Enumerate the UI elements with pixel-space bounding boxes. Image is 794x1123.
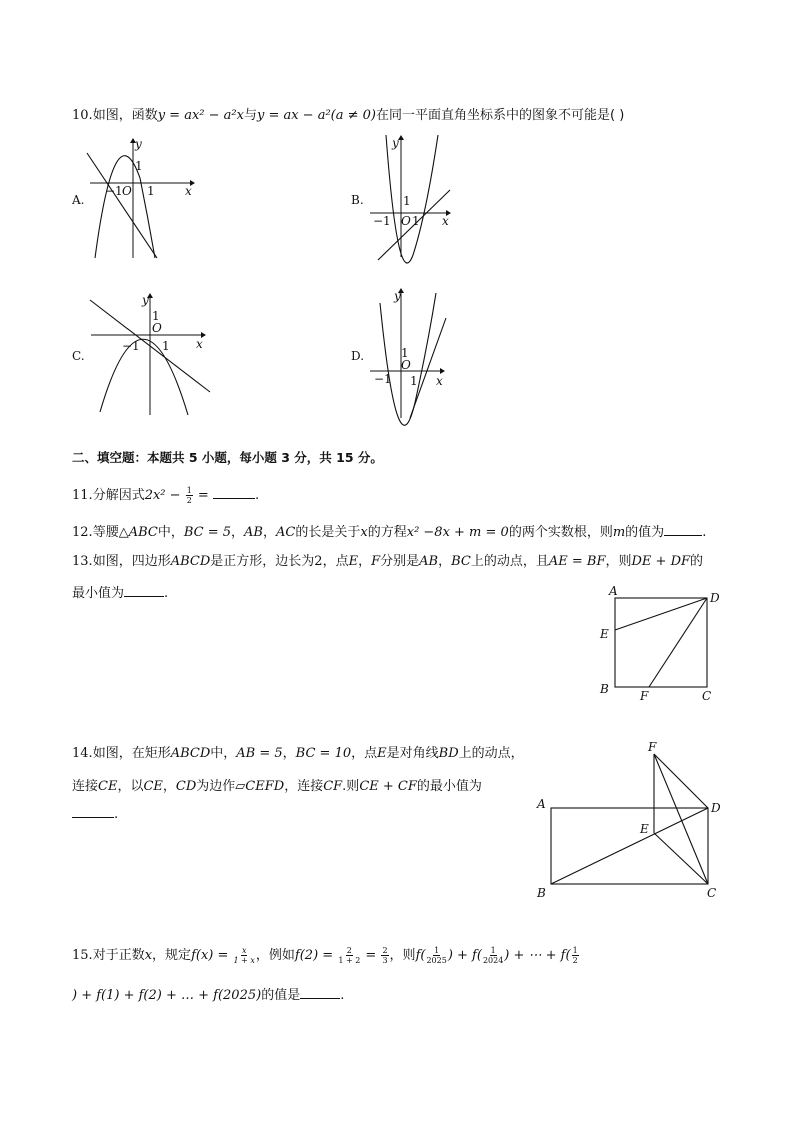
q13-square [615,598,707,687]
graph-c-tick-neg1: −1 [122,339,140,353]
graph-b-tick-y1: 1 [403,194,411,208]
graph-c-tick-y1: 1 [152,309,160,323]
q13-answer-blank[interactable] [124,586,164,597]
q10-function-1: y = ax² − a²x [157,108,244,123]
q14-stem: 14.如图，在矩形ABCD中，AB = 5，BC = 10，点E是对角线BD上的动点， [72,746,524,761]
q14-label-c: C [707,886,717,900]
q14-segment-ec [654,833,708,884]
q11-fraction: $\frac{1}{2}$ [186,486,192,505]
graph-b-parabola [386,135,438,263]
graph-c-origin: O [152,321,162,335]
graph-d-tick-y1: 1 [401,346,409,360]
graph-d-tick-x1: 1 [410,374,418,388]
graph-a-tick-y1: 1 [135,159,143,173]
graph-b-tick-neg1: −1 [373,214,391,228]
q11-answer-blank[interactable] [213,488,255,499]
graph-d [368,283,458,423]
q14-answer-blank[interactable] [72,807,114,818]
q14-figure [534,740,729,905]
graph-b-tick-x1: 1 [412,214,420,228]
q15-stem-line2: ) + f(1) + f(2) + … + f(2025)的值是 . [72,988,345,1003]
section-2-title: 二、填空题：本题共 5 小题，每小题 3 分，共 15 分。 [72,450,383,465]
graph-c-parabola [100,339,188,415]
q14-label-f: F [648,740,657,754]
option-b-label: B. [351,193,364,207]
q14-segment-fc [654,754,708,884]
q13-segment-df [649,598,707,687]
graph-b-y-arrow [398,135,404,140]
q14-segment-fd [654,754,708,808]
q13-label-f: F [640,689,649,703]
q10-stem: 10.如图，函数y = ax² − a²x与y = ax − a²(a ≠ 0)在同一平面直角坐标系中的图象不可能是( ) [72,108,625,123]
graph-a [85,138,195,263]
option-d-label: D. [351,349,365,363]
graph-a-x-label: x [185,184,192,198]
q14-label-b: B [537,886,546,900]
q10-function-2: y = ax − a²(a ≠ 0) [256,108,376,123]
graph-a-tick-neg1: −1 [105,184,123,198]
graph-a-origin: O [122,184,132,198]
q14-label-d: D [711,801,721,815]
graph-c-tick-x1: 1 [162,339,170,353]
q12-stem: 12.等腰△ABC中，BC = 5，AB，AC的长是关于x的方程x² −8x + m = 0的两个实数根，则m的值为 . [72,525,707,540]
q14-stem-line2: 连接CE，以CE，CD为边作▱CEFD，连接CF.则CE + CF的最小值为 [72,779,482,794]
q13-label-c: C [702,689,712,703]
graph-b-x-label: x [442,214,449,228]
graph-c-y-label: y [142,293,149,307]
graph-a-tick-x1: 1 [147,184,155,198]
q13-label-a: A [609,584,618,598]
q12-answer-blank[interactable] [664,525,702,536]
q13-label-d: D [710,591,720,605]
option-a-label: A. [72,193,85,207]
q13-stem-line2: 最小值为 . [72,586,169,601]
graph-b-y-label: y [392,136,399,150]
graph-c-x-label: x [196,337,203,351]
graph-b [368,135,458,260]
q14-diagonal-bd [551,808,708,884]
graph-d-x-label: x [436,374,443,388]
graph-c [88,290,213,415]
graph-d-origin: O [401,358,411,372]
q13-stem: 13.如图，四边形ABCD是正方形，边长为2，点E，F分别是AB，BC上的动点，且AE = BF，则DE + DF的 [72,554,704,569]
graph-d-tick-neg1: −1 [374,372,392,386]
q14-label-e: E [640,822,649,836]
graph-b-origin: O [401,214,411,228]
q15-answer-blank[interactable] [300,988,340,999]
graph-a-y-label: y [135,137,142,151]
q13-segment-de [615,598,707,630]
q13-label-b: B [600,682,609,696]
graph-a-parabola [95,156,155,258]
q14-label-a: A [537,797,546,811]
graph-d-y-label: y [394,289,401,303]
q11-stem: 11.分解因式2x² − $\frac{1}{2}$ = . [72,486,260,505]
q14-stem-line3: . [72,807,118,822]
option-c-label: C. [72,349,85,363]
graph-d-line [410,318,446,418]
q13-label-e: E [600,627,609,641]
q10-number: 10. [72,108,93,123]
q15-stem: 15.对于正数x，规定f(x) = $\frac{x}{1 + x}$ ，例如f(2) = $\frac{2}{1 + 2}$ = $\frac{2}{3}$ ，则f( $\frac{1}{2025}$ ) + f( $\frac{1}{2024}$ ) + ⋯ + f( $\frac{1}{2}$ [72,946,578,965]
q13-figure [596,582,726,707]
